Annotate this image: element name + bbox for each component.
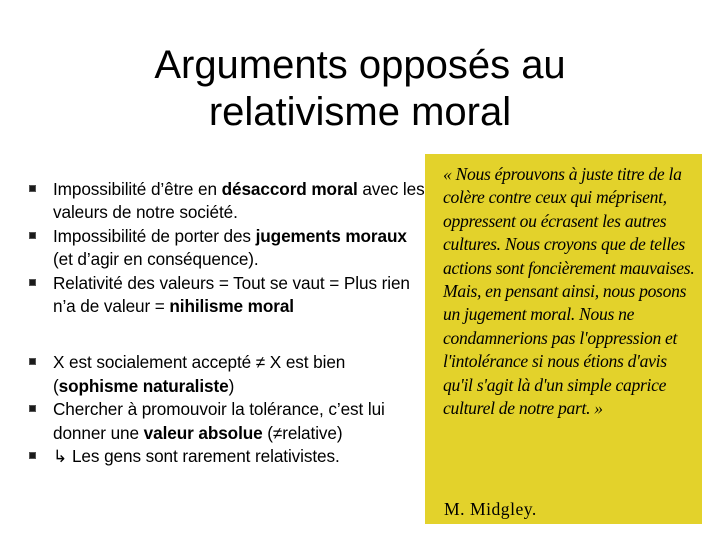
- square-bullet-icon: [28, 278, 37, 287]
- list-item: Impossibilité d’être en désaccord moral avec les valeurs de notre société.: [28, 178, 428, 225]
- slide-title: [80, 42, 640, 136]
- list-item: Relativité des valeurs = Tout se vaut = Plus rien n’a de valeur = nihilisme moral: [28, 272, 428, 319]
- quote-box: [425, 154, 702, 524]
- square-bullet-icon: [28, 184, 37, 193]
- square-bullet-icon: [28, 357, 37, 366]
- list-item: Chercher à promouvoir la tolérance, c’est lui donner une valeur absolue (≠relative): [28, 398, 428, 445]
- title-line-2: relativisme moral: [208, 90, 512, 134]
- square-bullet-icon: [28, 404, 37, 413]
- square-bullet-icon: [28, 231, 37, 240]
- title-line-1: Arguments opposés au: [154, 43, 566, 87]
- list-item: ↳ Les gens sont rarement relativistes.: [28, 445, 428, 468]
- list-item: Impossibilité de porter des jugements moraux (et d’agir en conséquence).: [28, 225, 428, 272]
- quote-author: M. Midgley.: [444, 499, 537, 519]
- argument-list: [28, 178, 428, 468]
- list-item: X est socialement accepté ≠ X est bien (sophisme naturaliste): [28, 351, 428, 398]
- square-bullet-icon: [28, 451, 37, 460]
- quote-text: « Nous éprouvons à juste titre de la colère contre ceux qui méprisent, oppressent ou écrasent les autres cultures. Nous croyons que de telles actions sont foncièrement mauvaises. Mais, en pensant ainsi, nous posons un jugement moral. Nous ne condamnerions pas l'oppression et l'intolérance si nous étions d'avis qu'il s'agit là d'un simple caprice culturel de notre part. »: [443, 164, 695, 419]
